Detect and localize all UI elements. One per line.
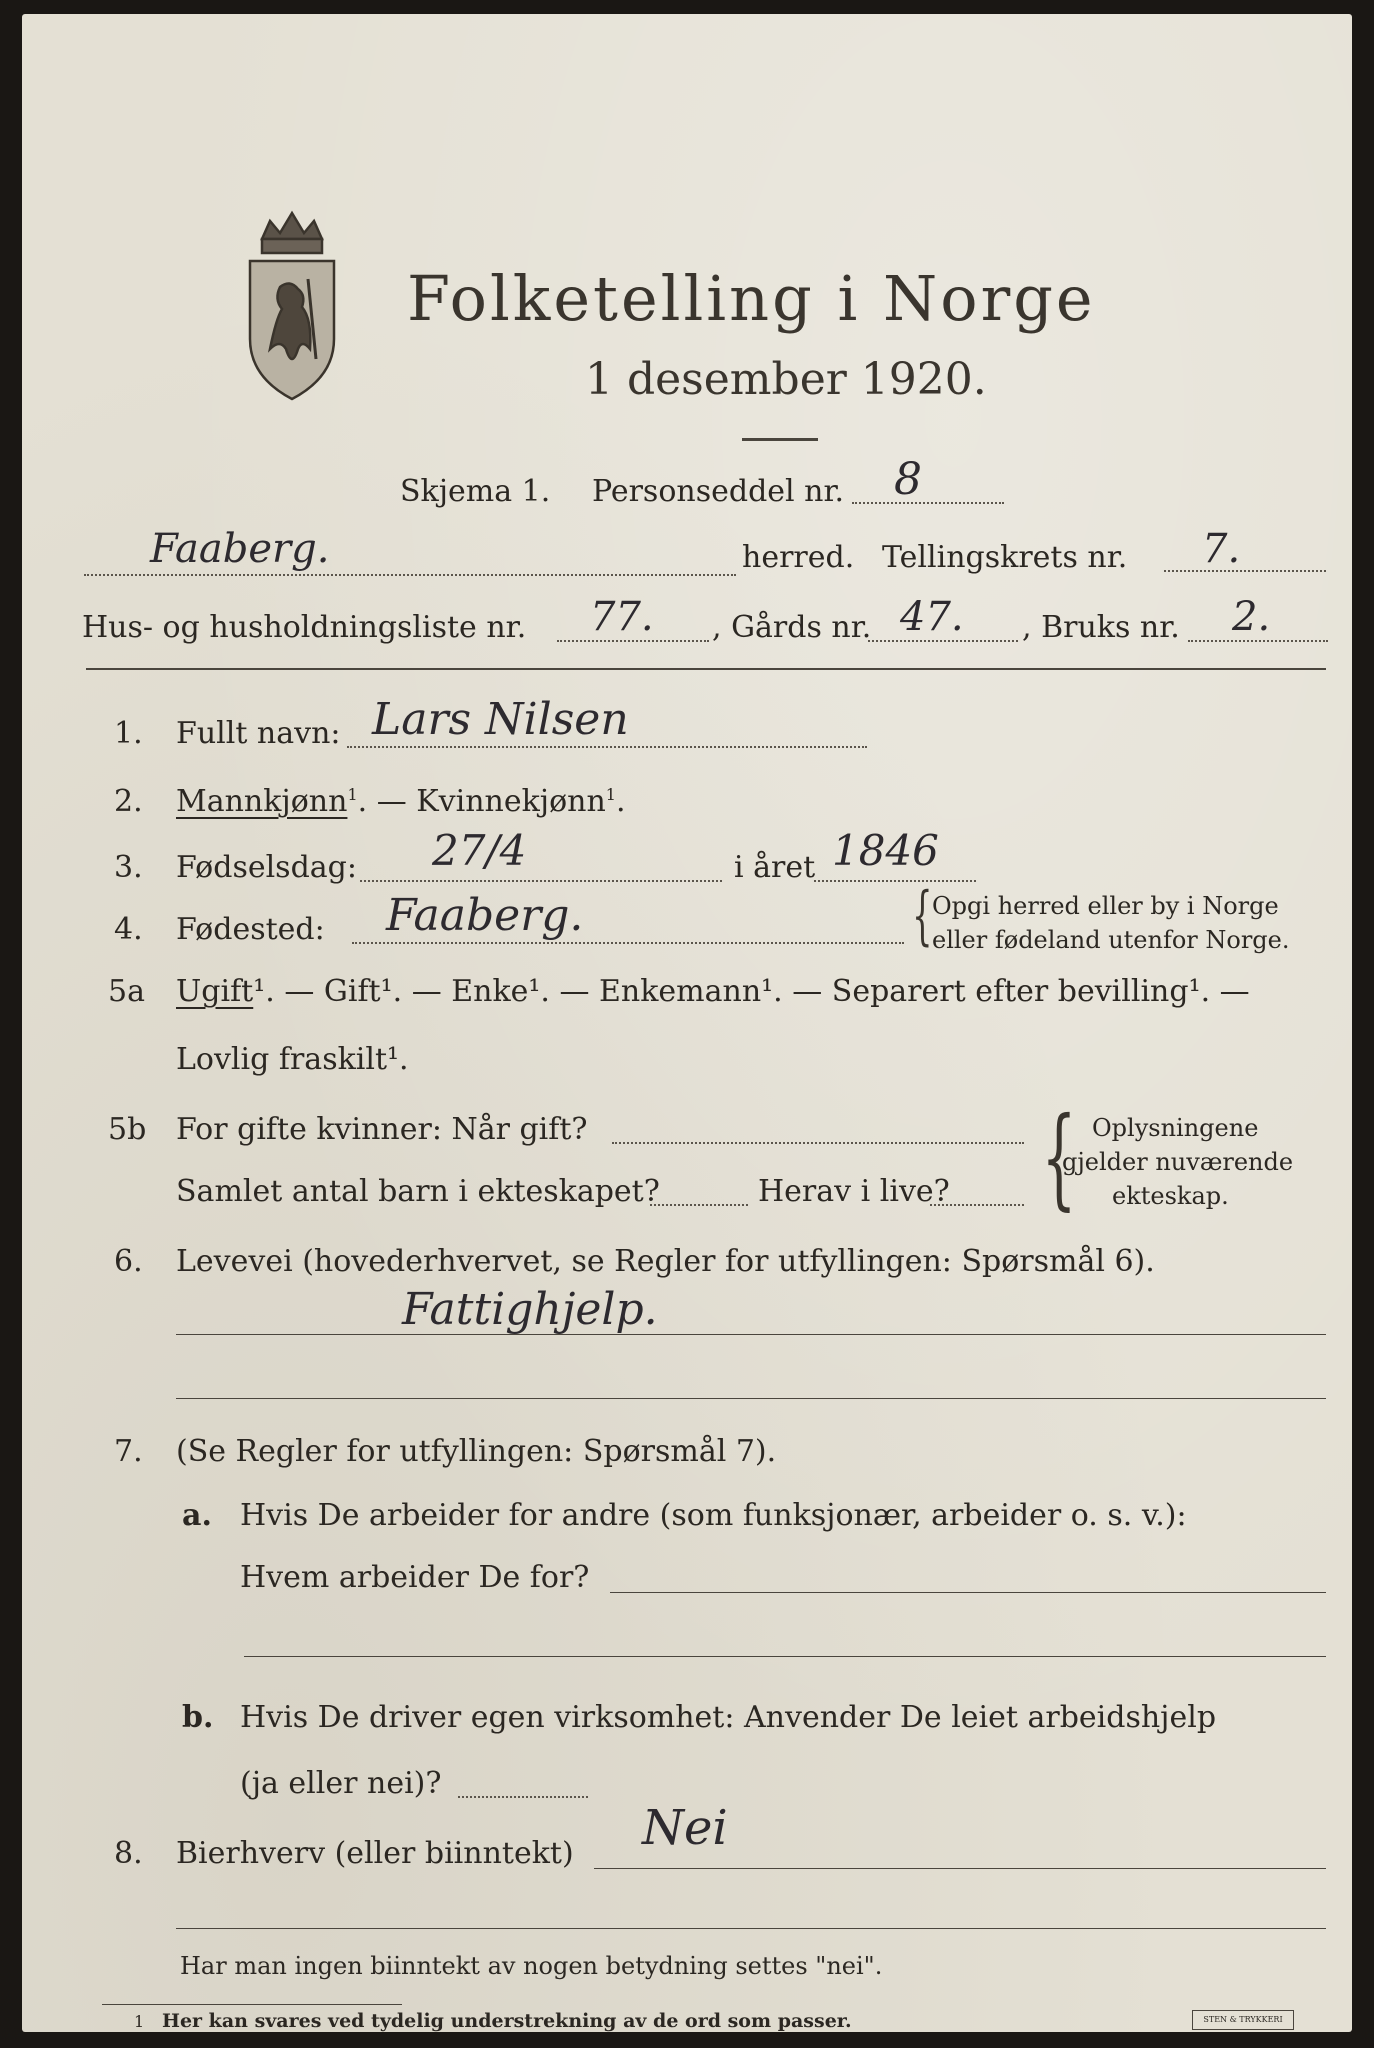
tellingskrets-label: Tellingskrets nr.: [882, 540, 1128, 575]
gards-label: , Gårds nr.: [712, 610, 872, 645]
kvinnekjonn-option[interactable]: Kvinnekjønn: [416, 784, 606, 819]
census-form-paper: [22, 14, 1352, 2032]
q4-brace: {: [912, 879, 933, 953]
gards-value[interactable]: 47.: [900, 594, 964, 640]
q4-number: 4.: [114, 912, 143, 947]
q3-label: Fødselsdag:: [176, 850, 357, 885]
q5b-note-line1: Oplysningene: [1092, 1114, 1259, 1142]
norway-coat-of-arms-icon: [240, 199, 344, 409]
q5b-brace: {: [1041, 1093, 1077, 1221]
q5b-number: 5b: [108, 1112, 147, 1147]
printer-stamp: STEN & TRYKKERI: [1192, 2010, 1294, 2030]
q7a-letter: a.: [182, 1498, 212, 1533]
q2-number: 2.: [114, 784, 143, 819]
q7a-line2: Hvem arbeider De for?: [240, 1560, 590, 1595]
footnote-text: Her kan svares ved tydelig understrekning av de ord som passer.: [162, 2010, 852, 2032]
q5a-number: 5a: [108, 974, 145, 1009]
q8-label: Bierhverv (eller biinntekt): [176, 1836, 574, 1871]
q4-note-line1: Opgi herred eller by i Norge: [932, 892, 1279, 920]
q5b-alive-label: Herav i live?: [758, 1174, 950, 1209]
header-separator: [86, 668, 1326, 670]
birth-year-value[interactable]: 1846: [832, 826, 939, 875]
q5b-note-line3: ekteskap.: [1112, 1182, 1229, 1210]
q8-number: 8.: [114, 1836, 143, 1871]
title-rule: [742, 438, 818, 441]
q5a-marital-options: Ugift¹. — Gift¹. — Enke¹. — Enkemann¹. — Separert efter bevilling¹. —: [176, 974, 1250, 1009]
q7-number: 7.: [114, 1434, 143, 1469]
herred-value[interactable]: Faaberg.: [150, 526, 330, 572]
mannkjonn-option[interactable]: Mannkjønn: [176, 784, 348, 819]
q7a-line1: Hvis De arbeider for andre (som funksjonær, arbeider o. s. v.):: [240, 1498, 1187, 1533]
q4-label: Fødested:: [176, 912, 325, 947]
q7b-line2: (ja eller nei)?: [240, 1766, 442, 1801]
bruks-value[interactable]: 2.: [1232, 594, 1271, 640]
q5b-when-married-label: For gifte kvinner: Når gift?: [176, 1112, 588, 1147]
q1-number: 1.: [114, 716, 143, 751]
footer-note: Har man ingen biinntekt av nogen betydning settes "nei".: [180, 1952, 883, 1980]
form-title: Folketelling i Norge: [407, 262, 1096, 335]
personseddel-value[interactable]: 8: [894, 454, 922, 505]
hus-value[interactable]: 77.: [590, 594, 654, 640]
occupation-value[interactable]: Fattighjelp.: [402, 1284, 658, 1335]
personseddel-label: Personseddel nr.: [592, 474, 845, 509]
birthday-value[interactable]: 27/4: [432, 826, 527, 875]
q2-sex-options: Mannkjønn$^1$. — Kvinnekjønn$^1$.: [176, 784, 626, 819]
full-name-value[interactable]: Lars Nilsen: [372, 694, 629, 745]
q6-number: 6.: [114, 1244, 143, 1279]
q5b-children-label: Samlet antal barn i ekteskapet?: [176, 1174, 660, 1209]
q7b-line1: Hvis De driver egen virksomhet: Anvender De leiet arbeidshjelp: [240, 1700, 1217, 1735]
herred-label: herred.: [742, 540, 855, 575]
bruks-label: , Bruks nr.: [1022, 610, 1180, 645]
tellingskrets-value[interactable]: 7.: [1202, 526, 1241, 572]
q7b-letter: b.: [182, 1700, 214, 1735]
q5b-note-line2: gjelder nuværende: [1062, 1148, 1294, 1176]
q7-label: (Se Regler for utfyllingen: Spørsmål 7).: [176, 1434, 777, 1469]
skjema-label: Skjema 1.: [400, 474, 551, 509]
q4-note-line2: eller fødeland utenfor Norge.: [932, 926, 1290, 954]
employer-field[interactable]: [610, 1592, 1326, 1593]
form-date: 1 desember 1920.: [585, 354, 987, 405]
q1-label: Fullt navn:: [176, 716, 341, 751]
hus-label: Hus- og husholdningsliste nr.: [82, 610, 527, 645]
q5a-line2[interactable]: Lovlig fraskilt¹.: [176, 1042, 409, 1077]
year-label: i året: [734, 850, 816, 885]
hired-help-field[interactable]: [458, 1796, 588, 1798]
ugift-option[interactable]: Ugift: [176, 974, 254, 1009]
footnote-number: 1: [134, 2012, 145, 2031]
q3-number: 3.: [114, 850, 143, 885]
side-income-value[interactable]: Nei: [642, 1800, 728, 1856]
q6-label: Levevei (hovederhvervet, se Regler for utfyllingen: Spørsmål 6).: [176, 1244, 1155, 1279]
birthplace-value[interactable]: Faaberg.: [386, 890, 584, 941]
